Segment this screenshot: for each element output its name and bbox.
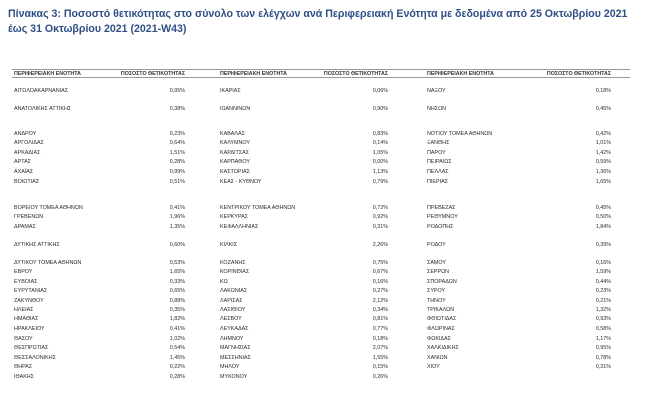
region-name: ΚΕΡΚΥΡΑΣ (220, 214, 249, 220)
positivity-rate: 2,12% (372, 298, 388, 304)
positivity-rate: 0,59% (595, 159, 611, 165)
positivity-rate: 0,28% (169, 159, 185, 165)
positivity-rate: 1,84% (595, 224, 611, 230)
positivity-rate: 0,72% (372, 205, 388, 211)
region-name: ΚΙΛΚΙΣ (220, 242, 238, 248)
positivity-rate: 0,64% (169, 140, 185, 146)
region-name: ΧΑΛΚΙΔΙΚΗΣ (427, 345, 459, 351)
region-name: ΣΥΡΟΥ (427, 288, 446, 294)
region-name: ΗΛΕΙΑΣ (14, 307, 34, 313)
positivity-rate: 1,59% (595, 269, 611, 275)
region-name: ΛΑΚΩΝΙΑΣ (220, 288, 248, 294)
region-name: ΘΕΣΠΡΩΤΙΑΣ (14, 345, 49, 351)
column-header-rate: ΠΟΣΟΣΤΟ ΘΕΤΙΚΟΤΗΤΑΣ (120, 71, 185, 77)
positivity-rate: 0,93% (595, 316, 611, 322)
region-name: ΔΥΤΙΚΗΣ ΑΤΤΙΚΗΣ (14, 242, 60, 248)
positivity-rate: 0,15% (372, 364, 388, 370)
region-name: ΑΡΚΑΔΙΑΣ (14, 150, 41, 156)
positivity-rate: 0,95% (595, 345, 611, 351)
positivity-rate: 0,88% (169, 298, 185, 304)
region-name: ΑΙΤΩΛΟΑΚΑΡΝΑΝΙΑΣ (14, 88, 69, 94)
region-name: ΠΙΕΡΙΑΣ (427, 179, 449, 185)
region-name: ΑΧΑΪΑΣ (14, 169, 34, 175)
positivity-rate: 0,45% (595, 106, 611, 112)
region-name: ΜΥΚΟΝΟΥ (220, 374, 248, 380)
positivity-rate: 0,75% (372, 260, 388, 266)
region-name: ΚΑΡΔΙΤΣΑΣ (220, 150, 250, 156)
positivity-rate: 0,92% (372, 214, 388, 220)
positivity-rate: 0,78% (595, 355, 611, 361)
region-name: ΣΠΟΡΑΔΩΝ (427, 279, 457, 285)
region-name: ΛΗΜΝΟΥ (220, 336, 244, 342)
region-name: ΡΕΘΥΜΝΟΥ (427, 214, 458, 220)
region-name: ΚΑΛΥΜΝΟΥ (220, 140, 250, 146)
region-name: ΗΜΑΘΙΑΣ (14, 316, 39, 322)
positivity-rate: 1,55% (372, 355, 388, 361)
positivity-rate: 0,44% (595, 279, 611, 285)
region-name: ΔΡΑΜΑΣ (14, 224, 36, 230)
region-name: ΑΡΓΟΛΙΔΑΣ (14, 140, 44, 146)
region-name: ΝΑΞΟΥ (427, 88, 446, 94)
positivity-rate: 0,23% (169, 131, 185, 137)
region-name: ΠΑΡΟΥ (427, 150, 446, 156)
region-name: ΠΡΕΒΕΖΑΣ (427, 205, 456, 211)
region-name: ΛΑΡΙΣΑΣ (220, 298, 243, 304)
column-header-region: ΠΕΡΙΦΕΡΕΙΑΚΗ ΕΝΟΤΗΤΑ (427, 71, 494, 77)
positivity-rate: 0,42% (595, 131, 611, 137)
region-name: ΑΝΑΤΟΛΙΚΗΣ ΑΤΤΙΚΗΣ (14, 106, 72, 112)
region-name: ΞΑΝΘΗΣ (427, 140, 450, 146)
region-name: ΘΗΡΑΣ (14, 364, 33, 370)
region-name: ΛΕΣΒΟΥ (220, 316, 242, 322)
positivity-rate: 0,41% (169, 205, 185, 211)
column-header-rate: ΠΟΣΟΣΤΟ ΘΕΤΙΚΟΤΗΤΑΣ (323, 71, 388, 77)
table-title: Πίνακας 3: Ποσοστό θετικότητας στο σύνολο των ελέγχων ανά Περιφερειακή Ενότητα με δεδομένα από 25 Οκτωβρίου 2021 έως 31 Οκτωβρίου 2021 (2021-W43) (8, 8, 628, 35)
positivity-rate: 0,38% (169, 106, 185, 112)
positivity-rate: 0,77% (372, 326, 388, 332)
region-name: ΜΕΣΣΗΝΙΑΣ (220, 355, 251, 361)
positivity-rate: 0,28% (169, 374, 185, 380)
region-name: ΝΗΣΩΝ (427, 106, 447, 112)
positivity-rate: 0,16% (372, 279, 388, 285)
region-name: ΙΘΑΚΗΣ (14, 374, 35, 380)
positivity-rate: 0,26% (372, 374, 388, 380)
region-name: ΡΟΔΟΠΗΣ (427, 224, 454, 230)
positivity-rate: 0,39% (595, 242, 611, 248)
region-name: ΙΚΑΡΙΑΣ (220, 88, 241, 94)
positivity-rate: 0,95% (169, 88, 185, 94)
region-name: ΜΗΛΟΥ (220, 364, 240, 370)
positivity-rate: 2,26% (372, 242, 388, 248)
region-name: ΜΑΓΝΗΣΙΑΣ (220, 345, 251, 351)
positivity-rate: 0,51% (169, 179, 185, 185)
positivity-rate: 1,01% (595, 140, 611, 146)
region-name: ΝΟΤΙΟΥ ΤΟΜΕΑ ΑΘΗΝΩΝ (427, 131, 493, 137)
region-name: ΒΟΙΩΤΙΑΣ (14, 179, 40, 185)
region-name: ΛΕΥΚΑΔΑΣ (220, 326, 249, 332)
region-name: ΘΕΣΣΑΛΟΝΙΚΗΣ (14, 355, 56, 361)
positivity-rate: 0,81% (372, 316, 388, 322)
positivity-rate: 1,65% (595, 179, 611, 185)
positivity-rate: 0,53% (169, 260, 185, 266)
positivity-rate: 0,83% (372, 131, 388, 137)
region-name: ΚΑΣΤΟΡΙΑΣ (220, 169, 250, 175)
positivity-rate: 0,54% (169, 345, 185, 351)
region-name: ΚΟΡΙΝΘΙΑΣ (220, 269, 250, 275)
region-name: ΡΟΔΟΥ (427, 242, 446, 248)
positivity-rate: 1,05% (372, 150, 388, 156)
positivity-rate: 1,51% (169, 150, 185, 156)
region-name: ΙΩΑΝΝΙΝΩΝ (220, 106, 251, 112)
region-name: ΚΑΒΑΛΑΣ (220, 131, 245, 137)
positivity-rate: 1,42% (595, 150, 611, 156)
positivity-rate: 0,90% (372, 106, 388, 112)
positivity-rate: 0,14% (372, 140, 388, 146)
region-name: ΔΥΤΙΚΟΥ ΤΟΜΕΑ ΑΘΗΝΩΝ (14, 260, 82, 266)
region-name: ΑΡΤΑΣ (14, 159, 32, 165)
region-name: ΕΥΒΟΙΑΣ (14, 279, 38, 285)
region-name: ΗΡΑΚΛΕΙΟΥ (14, 326, 45, 332)
region-name: ΖΑΚΥΝΘΟΥ (14, 298, 44, 304)
region-name: ΠΕΛΛΑΣ (427, 169, 449, 175)
positivity-rate: 0,23% (595, 288, 611, 294)
positivity-rate: 0,18% (372, 336, 388, 342)
positivity-rate: 0,22% (169, 364, 185, 370)
positivity-rate: 0,99% (169, 169, 185, 175)
positivity-rate: 0,41% (169, 326, 185, 332)
positivity-rate: 1,17% (595, 336, 611, 342)
region-name: ΚΑΡΠΑΘΟΥ (220, 159, 250, 165)
region-name: ΓΡΕΒΕΝΩΝ (14, 214, 44, 220)
positivity-rate: 2,07% (372, 345, 388, 351)
positivity-rate: 1,82% (169, 316, 185, 322)
column-header-rate: ΠΟΣΟΣΤΟ ΘΕΤΙΚΟΤΗΤΑΣ (546, 71, 611, 77)
positivity-rate: 0,31% (595, 364, 611, 370)
column-header-region: ΠΕΡΙΦΕΡΕΙΑΚΗ ΕΝΟΤΗΤΑ (220, 71, 287, 77)
positivity-rate: 0,35% (169, 307, 185, 313)
positivity-rate: 1,65% (169, 269, 185, 275)
region-name: ΕΒΡΟΥ (14, 269, 33, 275)
column-header-region: ΠΕΡΙΦΕΡΕΙΑΚΗ ΕΝΟΤΗΤΑ (14, 71, 81, 77)
region-name: ΦΘΙΩΤΙΔΑΣ (427, 316, 457, 322)
positivity-rate: 1,35% (169, 224, 185, 230)
positivity-rate: 0,79% (372, 179, 388, 185)
region-name: ΦΛΩΡΙΝΑΣ (427, 326, 455, 332)
region-name: ΚΕΝΤΡΙΚΟΥ ΤΟΜΕΑ ΑΘΗΝΩΝ (220, 205, 296, 211)
positivity-rate: 1,96% (169, 214, 185, 220)
region-name: ΧΑΝΙΩΝ (427, 355, 448, 361)
region-name: ΚΕΑΣ - ΚΥΘΝΟΥ (220, 179, 262, 185)
region-name: ΤΗΝΟΥ (427, 298, 446, 304)
positivity-rate: 0,50% (595, 214, 611, 220)
header-top-rule (12, 69, 630, 70)
positivity-rate: 1,32% (595, 307, 611, 313)
positivity-rate: 0,34% (372, 307, 388, 313)
region-name: ΦΩΚΙΔΑΣ (427, 336, 451, 342)
positivity-rate: 0,67% (372, 269, 388, 275)
region-name: ΛΑΣΙΘΙΟΥ (220, 307, 246, 313)
positivity-rate: 0,00% (372, 159, 388, 165)
positivity-rate: 0,21% (595, 298, 611, 304)
positivity-rate: 0,33% (169, 279, 185, 285)
region-name: ΣΕΡΡΩΝ (427, 269, 450, 275)
region-name: ΑΝΔΡΟΥ (14, 131, 37, 137)
region-name: ΣΑΜΟΥ (427, 260, 447, 266)
region-name: ΒΟΡΕΙΟΥ ΤΟΜΕΑ ΑΘΗΝΩΝ (14, 205, 83, 211)
header-bottom-rule (12, 77, 630, 78)
positivity-rate: 0,27% (372, 288, 388, 294)
region-name: ΠΕΙΡΑΙΩΣ (427, 159, 452, 165)
region-name: ΚΩ (220, 279, 228, 285)
positivity-rate: 0,16% (595, 260, 611, 266)
region-name: ΤΡΙΚΑΛΩΝ (427, 307, 455, 313)
positivity-rate: 0,58% (595, 326, 611, 332)
positivity-rate: 0,65% (169, 288, 185, 294)
positivity-rate: 1,13% (372, 169, 388, 175)
positivity-rate: 0,18% (595, 88, 611, 94)
positivity-rate: 0,45% (595, 205, 611, 211)
positivity-rate: 1,36% (595, 169, 611, 175)
positivity-rate: 0,31% (372, 224, 388, 230)
region-name: ΚΕΦΑΛΛΗΝΙΑΣ (220, 224, 259, 230)
region-name: ΕΥΡΥΤΑΝΙΑΣ (14, 288, 48, 294)
region-name: ΚΟΖΑΝΗΣ (220, 260, 246, 266)
positivity-rate: 1,02% (169, 336, 185, 342)
positivity-rate: 0,06% (372, 88, 388, 94)
region-name: ΘΑΣΟΥ (14, 336, 33, 342)
positivity-rate: 1,45% (169, 355, 185, 361)
region-name: ΧΙΟΥ (427, 364, 440, 370)
positivity-rate: 0,60% (169, 242, 185, 248)
